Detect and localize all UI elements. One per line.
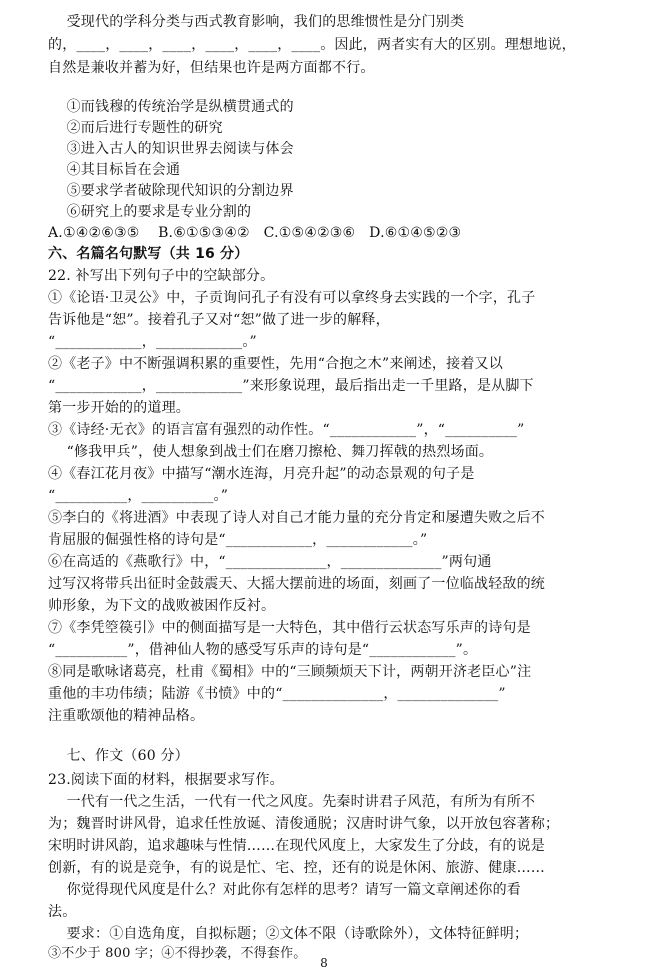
passage-line-3: 自然是兼收并蓄为好，但结果也许是两方面都不行。: [48, 60, 375, 76]
q22-item-2-line-1: ②《老子》中不断强调积累的重要性，先用“合抱之木”来阐述，接着又以: [48, 356, 503, 372]
q22-item-8-line-1: ⑧同是歌咏诸葛亮，杜甫《蜀相》中的“三顾频烦天下计，两朝开济老臣心”注: [48, 664, 532, 680]
question-23: 23.阅读下面的材料，根据要求写作。: [48, 772, 284, 788]
prompt-line-1: 你觉得现代风度是什么？对此你有怎样的思考？请写一篇文章阐述你的看: [48, 882, 521, 898]
option-sentence-1: ①而钱穆的传统治学是纵横贯通式的: [48, 99, 294, 115]
q22-item-6-line-1: ⑥在高适的《燕歌行》中，“______________，______________”两句通: [48, 554, 492, 570]
q22-item-1-line-2: 告诉他是“恕”。接着孔子又对“恕”做了进一步的解释，: [48, 312, 390, 328]
section-seven-heading: 七、作文（60 分）: [48, 748, 189, 764]
q22-item-7-line-2: “__________”，借神仙人物的感受写乐声的诗句是“____________”。: [48, 642, 478, 658]
q22-item-8-line-2: 重他的丰功伟绩；陆游《书愤》中的“______________，______________”: [48, 686, 506, 702]
q22-item-2-line-3: 第一步开始的的道理。: [48, 400, 190, 416]
section-six-heading: 六、名篇名句默写（共 16 分）: [48, 246, 249, 262]
page-number: 8: [320, 956, 328, 970]
q22-item-6-line-2: 过写汉将带兵出征时金鼓震天、大摇大摆前进的场面，刻画了一位临战轻敌的统: [48, 576, 545, 592]
q22-item-5-line-1: ⑤李白的《将进酒》中表现了诗人对自己才能力量的充分肯定和屡遭失败之后不: [48, 510, 545, 526]
option-sentence-5: ⑤要求学者破除现代知识的分割边界: [48, 183, 294, 199]
passage-line-1: 受现代的学科分类与西式教育影响，我们的思维惯性是分门别类: [48, 14, 465, 30]
q22-item-7-line-1: ⑦《李凭箜篌引》中的侧面描写是一大特色，其中借行云状态写乐声的诗句是: [48, 620, 531, 636]
option-sentence-6: ⑥研究上的要求是专业分割的: [48, 204, 252, 220]
q22-item-3-line-2: “修我甲兵”，使人想象到战士们在磨刀擦枪、舞刀挥戟的热烈场面。: [48, 444, 494, 460]
passage-line-2: 的，____，____，____，____，____，____。因此，两者实有大的区别。理想地说，: [48, 37, 576, 53]
material-line-1: 一代有一代之生活，一代有一代之风度。先秦时讲君子风范，有所为有所不: [48, 794, 536, 810]
material-line-4: 创新，有的说是竞争，有的说是忙、宅、控，还有的说是休闲、旅游、健康……: [48, 860, 545, 876]
option-sentence-2: ②而后进行专题性的研究: [48, 120, 223, 136]
question-22: 22. 补写出下列句子中的空缺部分。: [48, 268, 275, 284]
q22-item-4-blank: “__________，__________。”: [48, 488, 229, 504]
requirements-line-1: 要求：①自选角度，自拟标题；②文体不限（诗歌除外），文体特征鲜明；: [48, 926, 529, 942]
option-sentence-3: ③进入古人的知识世界去阅读与体会: [48, 141, 294, 157]
material-line-2: 为；魏晋时讲风骨，追求任性放诞、清俊通脱；汉唐时讲气象，以开放包容著称；: [48, 816, 560, 832]
q22-item-4-line-1: ④《春江花月夜》中描写“潮水连海，月亮升起”的动态景观的句子是: [48, 466, 475, 482]
option-sentence-4: ④其目标旨在会通: [48, 162, 181, 178]
q22-item-3-line-1: ③《诗经·无衣》的语言富有强烈的动作性。“____________”，“__________”: [48, 422, 525, 438]
q22-item-1-line-1: ①《论语·卫灵公》中，子贡询问孔子有没有可以拿终身去实践的一个字，孔子: [48, 290, 536, 306]
q22-item-5-line-2: 肯屈服的倔强性格的诗句是“____________，____________。”: [48, 532, 428, 548]
q22-item-8-line-3: 注重歌颂他的精神品格。: [48, 708, 205, 724]
q22-item-2-line-2: “____________，____________”来形象说理，最后指出走一千里路，是从脚下: [48, 378, 534, 394]
q22-item-1-blank: “____________，____________。”: [48, 334, 257, 350]
requirements-line-2: ③不少于 800 字；④不得抄袭，不得套作。: [48, 946, 307, 961]
material-line-3: 宋明时讲风韵，追求趣味与性情……在现代风度上，大家发生了分歧，有的说是: [48, 838, 545, 854]
q22-item-6-line-3: 帅形象，为下文的战败被困作反衬。: [48, 598, 276, 614]
prompt-line-2: 法。: [48, 904, 77, 920]
answer-choices: A.①④②⑥③⑤ B.⑥①⑤③④② C.①⑤④②③⑥ D.⑥①④⑤②③: [48, 225, 462, 241]
